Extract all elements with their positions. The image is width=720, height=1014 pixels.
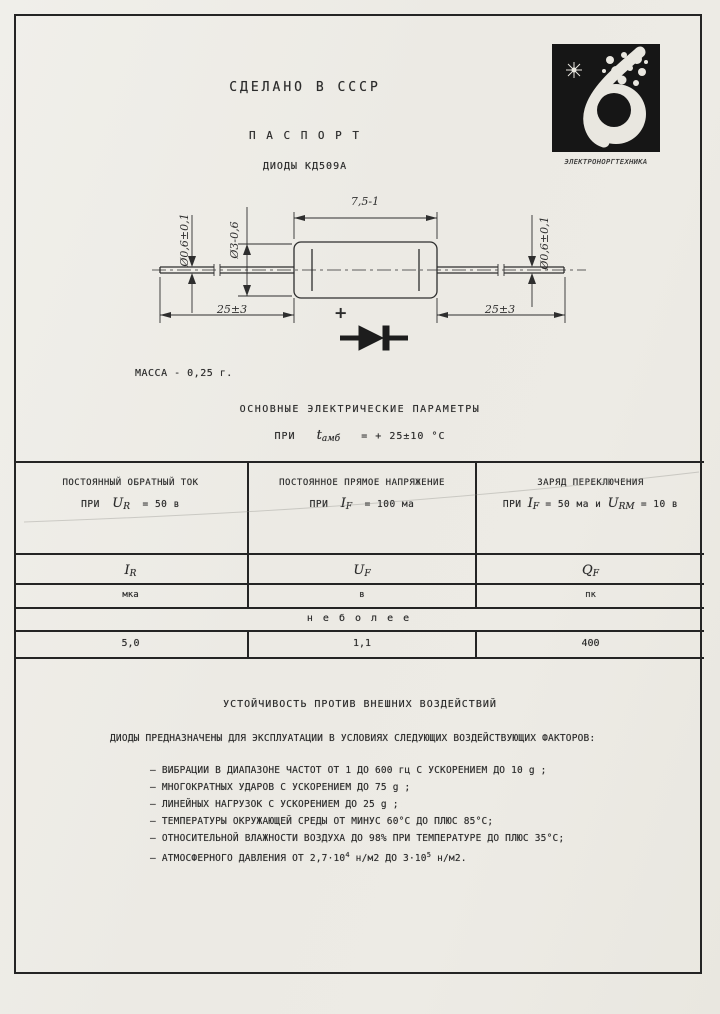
diode-symbol-icon <box>340 326 408 350</box>
stability-heading: УСТОЙЧИВОСТЬ ПРОТИВ ВНЕШНИХ ВОЗДЕЙСТВИЙ <box>223 699 497 710</box>
list-item-shocks: – МНОГОКРАТНЫХ УДАРОВ С УСКОРЕНИЕМ ДО 75 g ; <box>150 782 411 793</box>
symbol-ir: IR <box>14 555 249 583</box>
table-units-row <box>14 585 704 609</box>
parameters-table <box>14 461 704 659</box>
stability-factors-list <box>150 764 690 869</box>
dim-lead-diameter-left: Ø0,6±0,1 <box>178 213 191 267</box>
header-cell-forward-voltage: ПОСТОЯННОЕ ПРЯМОЕ НАПРЯЖЕНИЕ ПРИ IF = 100 ма <box>249 463 477 553</box>
list-item-vibration: – ВИБРАЦИИ В ДИАПАЗОНЕ ЧАСТОТ ОТ 1 ДО 600 гц С УСКОРЕНИЕМ ДО 10 g ; <box>150 765 547 776</box>
unit-mka: мка <box>14 585 249 607</box>
cond-pre: ПРИ <box>274 431 296 442</box>
dim-lead-length-left: 25±3 <box>216 303 248 316</box>
symbol-uf: UF <box>249 555 477 583</box>
title-made-in-ussr: СДЕЛАНО В СССР <box>229 80 381 95</box>
dim-body-diameter: Ø3-0,6 <box>228 221 241 259</box>
list-item-temperature: – ТЕМПЕРАТУРЫ ОКРУЖАЮЩЕЙ СРЕДЫ ОТ МИНУС 60°С ДО ПЛЮС 85°С; <box>150 816 494 827</box>
list-item-linear-loads: – ЛИНЕЙНЫХ НАГРУЗОК С УСКОРЕНИЕМ ДО 25 g ; <box>150 799 399 810</box>
table-values-row <box>14 632 704 659</box>
table-limit-row <box>14 609 704 632</box>
value-ir: 5,0 <box>14 632 249 657</box>
value-qf: 400 <box>581 638 600 649</box>
symbol-qf: QF <box>582 563 599 579</box>
header-cell-reverse-current: ПОСТОЯННЫЙ ОБРАТНЫЙ ТОК ПРИ UR = 50 в <box>14 463 249 553</box>
title-diode-type: ДИОДЫ КД509А <box>262 161 348 172</box>
value-uf: 1,1 <box>249 632 477 657</box>
electrical-parameters-heading: ОСНОВНЫЕ ЭЛЕКТРИЧЕСКИЕ ПАРАМЕТРЫ <box>239 404 481 415</box>
list-item-humidity: – ОТНОСИТЕЛЬНОЙ ВЛАЖНОСТИ ВОЗДУХА ДО 98% ПРИ ТЕМПЕРАТУРЕ ДО ПЛЮС 35°С; <box>150 833 565 844</box>
list-item-pressure: – АТМОСФЕРНОГО ДАВЛЕНИЯ ОТ $2,7\cdot 10^4$ н/м2 ДО $3\cdot 10^5$ н/м2. <box>150 851 467 865</box>
diode-outline-drawing <box>140 185 600 370</box>
logo-caption: ЭЛЕКТРОНОРГТЕХНИКА <box>564 158 648 166</box>
dim-lead-diameter-right: Ø0,6±0,1 <box>538 216 551 270</box>
cond-post: = + 25±10 °С <box>361 431 446 442</box>
limit-label: н е б о л е е <box>306 613 412 624</box>
header-cell-switching-charge: ЗАРЯД ПЕРЕКЛЮЧЕНИЯ ПРИ IF = 50 ма и URM = 10 в <box>502 478 679 512</box>
temp-symbol-sub: амб <box>321 434 341 444</box>
dim-lead-length-right: 25±3 <box>484 303 516 316</box>
unit-v: в <box>249 585 477 607</box>
dim-body-length: 7,5-1 <box>350 195 380 208</box>
temp-symbol: t <box>316 428 322 443</box>
table-symbols-row <box>14 555 704 585</box>
temperature-condition <box>60 428 660 444</box>
title-passport: П А С П О Р Т <box>248 129 362 142</box>
stability-intro: ДИОДЫ ПРЕДНАЗНАЧЕНЫ ДЛЯ ЭКСПЛУАТАЦИИ В УСЛОВИЯХ СЛЕДУЮЩИХ ВОЗДЕЙСТВУЮЩИХ ФАКТОРОВ: <box>110 733 596 744</box>
unit-pk: пк <box>585 590 596 600</box>
table-header-row <box>14 463 704 555</box>
polarity-plus-mark: + <box>334 303 348 322</box>
mass-note: МАССА - 0,25 г. <box>135 368 233 379</box>
